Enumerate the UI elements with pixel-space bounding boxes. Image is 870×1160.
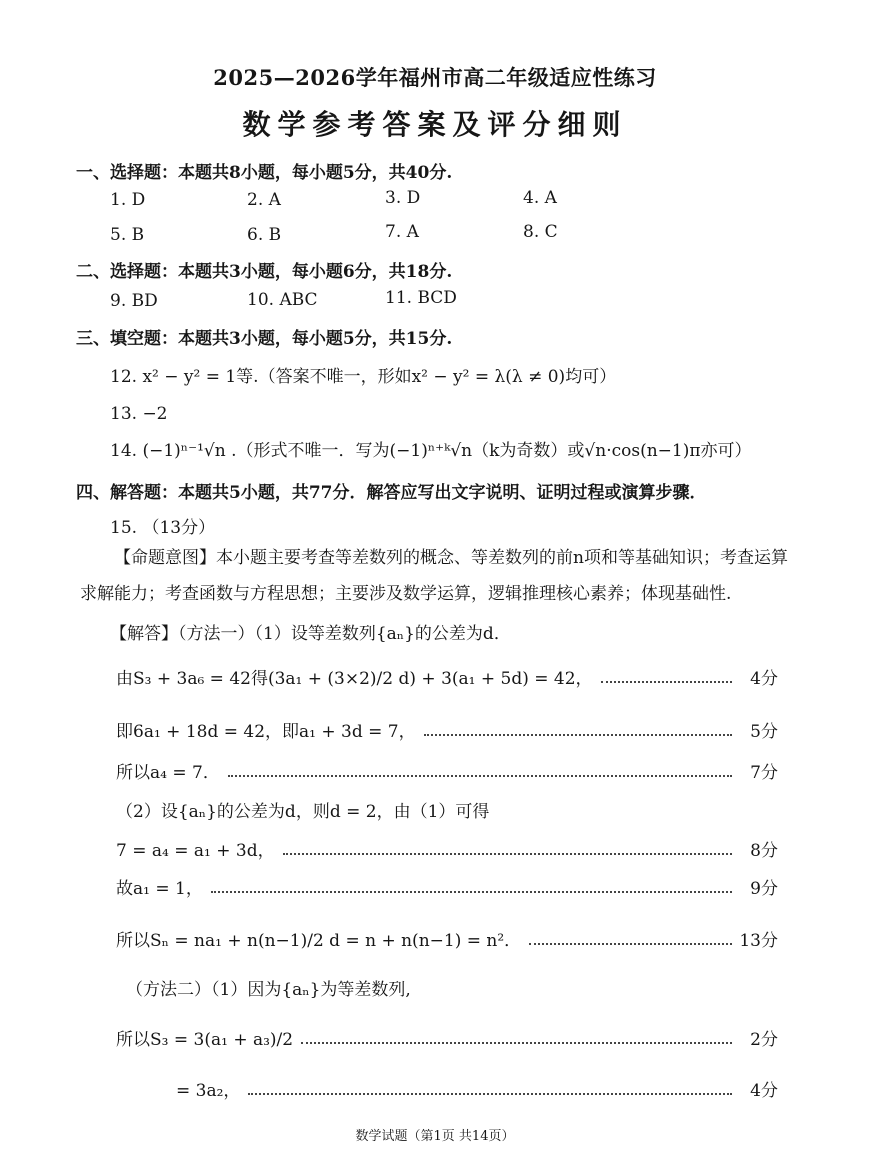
step-score: 2分 xyxy=(750,1030,778,1050)
section-3-heading: 三、填空题：本题共3小题，每小题5分，共15分. xyxy=(76,329,453,349)
answer-5: 5. B xyxy=(110,225,145,245)
page-title: 2025—2026学年福州市高二年级适应性练习 xyxy=(213,65,657,90)
answer-3: 3. D xyxy=(385,188,421,208)
answer-7: 7. A xyxy=(385,222,419,242)
step-score: 13分 xyxy=(739,931,778,951)
step-text: 所以a₄ = 7． xyxy=(116,763,220,783)
q15-step-3 xyxy=(116,758,778,783)
step-text: 7 = a₄ = a₁ + 3d， xyxy=(116,841,275,861)
leader-dots xyxy=(283,852,732,855)
leader-dots xyxy=(211,890,732,893)
answer-13: 13. −2 xyxy=(110,404,168,424)
q15-step-4 xyxy=(116,836,778,861)
q15-step-6 xyxy=(116,926,778,951)
q15-intent: 【命题意图】本小题主要考查等差数列的概念、等差数列的前n项和等基础知识；考查运算求解能力；考查函数与方程思想；主要涉及数学运算，逻辑推理核心素养；体现基础性. xyxy=(80,548,788,604)
step-text: 即6a₁ + 18d = 42，即a₁ + 3d = 7， xyxy=(116,722,416,742)
step-text: 所以S₃ = 3(a₁ + a₃)/2 xyxy=(116,1030,294,1050)
page-subtitle: 数学参考答案及评分细则 xyxy=(242,108,628,141)
step-score: 5分 xyxy=(750,722,778,742)
leader-dots xyxy=(301,1041,732,1044)
step-text: 故a₁ = 1， xyxy=(116,879,203,899)
leader-dots xyxy=(529,942,732,945)
q15-step-5 xyxy=(116,874,778,899)
answer-14: 14. (−1)ⁿ⁻¹√n .（形式不唯一．写为(−1)ⁿ⁺ᵏ√n（k为奇数）或√n·cos(n−1)π亦可） xyxy=(110,441,752,461)
q15-method2-intro: （方法二）（1）因为{aₙ}为等差数列, xyxy=(126,980,411,1000)
answer-11: 11. BCD xyxy=(385,288,457,308)
leader-dots xyxy=(601,680,732,683)
answer-10: 10. ABC xyxy=(247,290,318,310)
page-footer: 数学试题（第1页 共14页） xyxy=(355,1129,515,1144)
step-score: 8分 xyxy=(750,841,778,861)
step-text: 由S₃ + 3a₆ = 42得(3a₁ + (3×2)/2 d) + 3(a₁ + 5d) = 42， xyxy=(116,669,593,689)
answer-4: 4. A xyxy=(523,188,557,208)
q15-solution-intro: 【解答】（方法一）（1）设等差数列{aₙ}的公差为d． xyxy=(110,624,511,644)
answer-2: 2. A xyxy=(247,190,281,210)
step-score: 4分 xyxy=(750,669,778,689)
section-2-heading: 二、选择题：本题共3小题，每小题6分，共18分. xyxy=(76,262,453,282)
q15-part2-intro: （2）设{aₙ}的公差为d，则d = 2，由（1）可得 xyxy=(116,802,490,822)
step-score: 9分 xyxy=(750,879,778,899)
step-text: = 3a₂， xyxy=(176,1081,241,1101)
q15-step-2 xyxy=(116,717,778,742)
leader-dots xyxy=(228,774,732,777)
leader-dots xyxy=(424,733,732,736)
section-4-heading: 四、解答题：本题共5小题，共77分．解答应写出文字说明、证明过程或演算步骤． xyxy=(76,483,707,503)
step-score: 7分 xyxy=(750,763,778,783)
q15-step-8 xyxy=(176,1076,778,1101)
leader-dots xyxy=(248,1092,732,1095)
answer-12: 12. x² − y² = 1等.（答案不唯一，形如x² − y² = λ(λ ≠ 0)均可） xyxy=(110,367,617,387)
step-score: 4分 xyxy=(750,1081,778,1101)
section-1-heading: 一、选择题：本题共8小题，每小题5分，共40分. xyxy=(76,163,453,183)
q15-label: 15. （13分） xyxy=(110,518,216,538)
step-text: 所以Sₙ = na₁ + n(n−1)/2 d = n + n(n−1) = n²． xyxy=(116,931,522,951)
answer-6: 6. B xyxy=(247,225,282,245)
answer-9: 9. BD xyxy=(110,291,158,311)
q15-step-1 xyxy=(116,664,778,689)
q15-step-7 xyxy=(116,1025,778,1050)
answer-1: 1. D xyxy=(110,190,146,210)
answer-8: 8. C xyxy=(523,222,558,242)
